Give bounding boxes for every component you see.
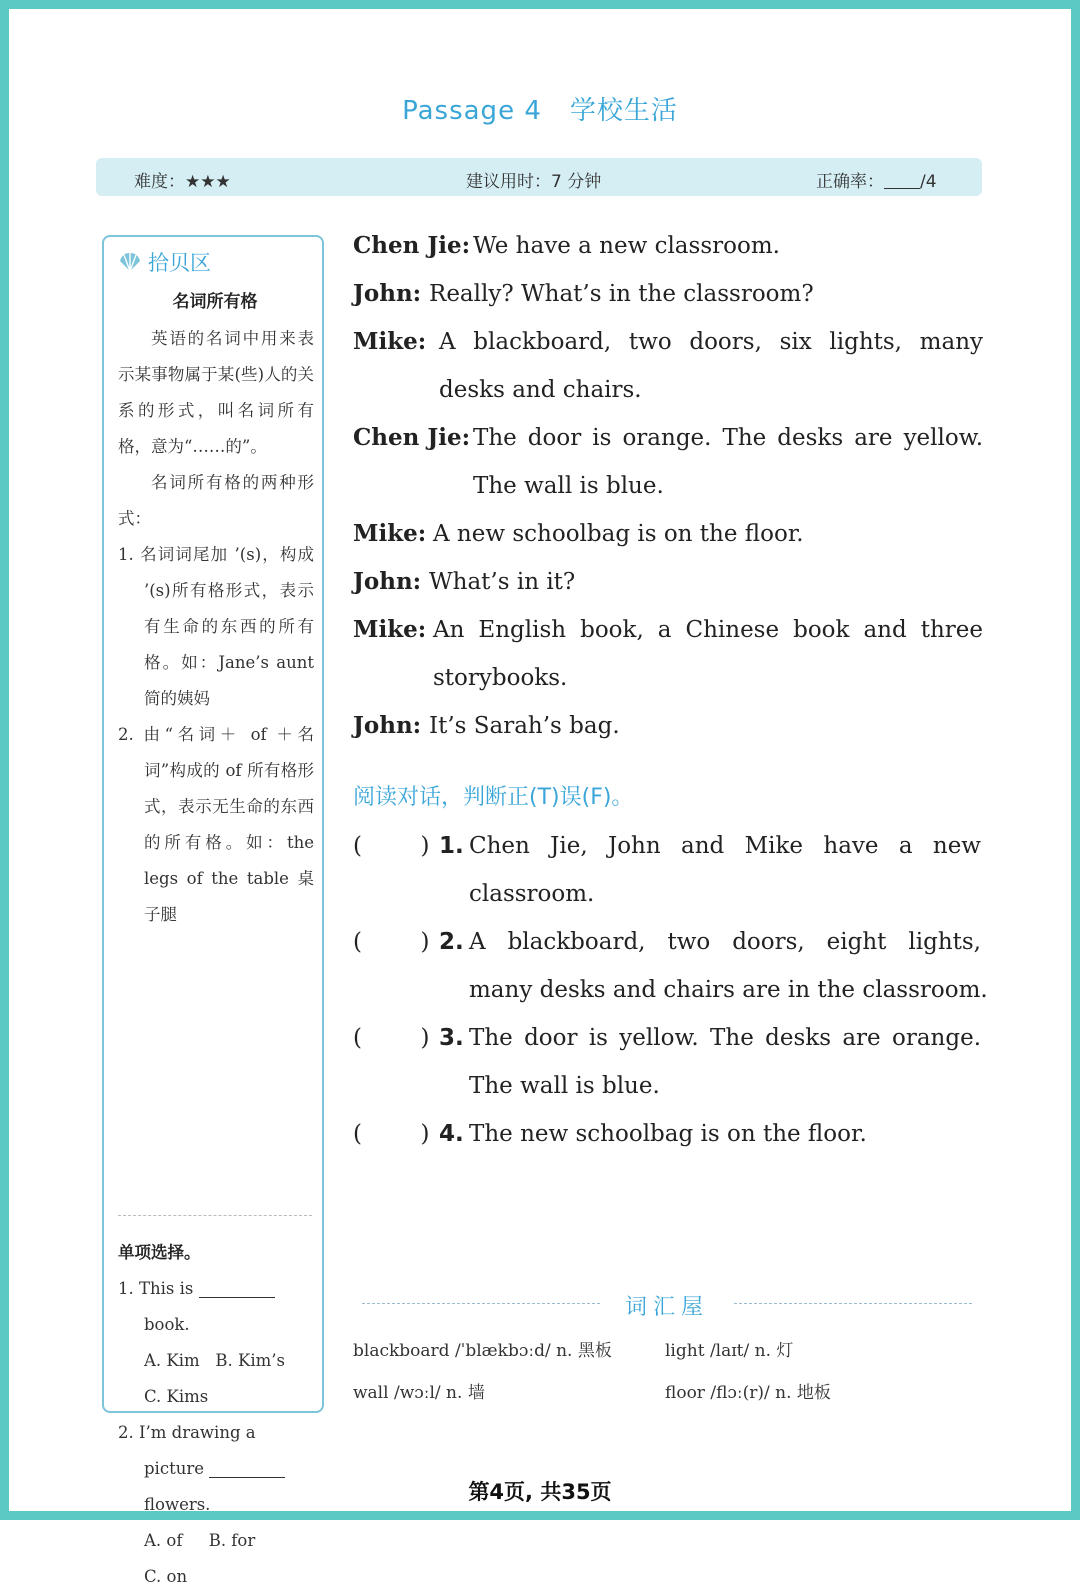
question-number: 4. bbox=[439, 1121, 464, 1147]
utterance: What’s in it? bbox=[429, 569, 576, 595]
vocab-header bbox=[362, 1290, 972, 1320]
quiz-options bbox=[118, 1343, 314, 1379]
sidebar-tips bbox=[102, 235, 324, 1586]
dialogue bbox=[353, 226, 983, 754]
speaker: Mike bbox=[353, 328, 418, 355]
option[interactable]: A. of bbox=[144, 1531, 183, 1550]
dialog-line: Mike: A new schoolbag is on the floor. bbox=[353, 514, 983, 562]
shell-icon bbox=[118, 251, 142, 273]
utterance: We have a new classroom. bbox=[473, 233, 780, 259]
option[interactable]: B. Kim’s bbox=[215, 1351, 285, 1370]
question-row-cont bbox=[353, 1066, 983, 1114]
divider bbox=[734, 1303, 972, 1304]
answer-bracket[interactable]: ( ) bbox=[353, 929, 430, 955]
speaker: John bbox=[353, 712, 413, 739]
utterance: The door is orange. The desks are yellow. bbox=[473, 425, 983, 451]
dialog-line-cont bbox=[353, 466, 983, 514]
sidebar-heading: 拾贝区 bbox=[118, 247, 211, 277]
option[interactable]: C. on bbox=[144, 1567, 188, 1586]
quiz-options bbox=[118, 1523, 314, 1559]
dialog-line: John: It’s Sarah’s bag. bbox=[353, 706, 983, 754]
vocab-entry: wall /wɔːl/ n. 墙 bbox=[353, 1383, 485, 1403]
question-row bbox=[353, 1018, 983, 1066]
question-number: 3. bbox=[439, 1025, 464, 1051]
sidebar-divider bbox=[118, 1215, 312, 1216]
accuracy-blank[interactable] bbox=[884, 172, 920, 189]
page-title bbox=[0, 90, 1080, 127]
difficulty: 难度：★★★ bbox=[134, 172, 231, 192]
question-text: many desks and chairs are in the classroom. bbox=[469, 977, 988, 1003]
question-row-cont bbox=[353, 874, 983, 922]
answer-bracket[interactable]: ( ) bbox=[353, 1121, 430, 1147]
rule-item: 1. 名词词尾加 ’(s)，构成 ’(s)所有格形式，表示有生命的东西的所有格。如：Jane’s aunt 简的姨妈 bbox=[118, 545, 314, 708]
divider bbox=[362, 1303, 600, 1304]
rule-item: 2. 由“名词＋ of ＋名词”构成的 of 所有格形式，表示无生命的东西的所有格。如：the legs of the table 桌子腿 bbox=[118, 725, 314, 924]
answer-bracket[interactable]: ( ) bbox=[353, 1025, 430, 1051]
speaker: Mike bbox=[353, 520, 418, 547]
suggested-time: 建议用时：7 分钟 bbox=[466, 172, 602, 192]
vocab-entry: floor /flɔː(r)/ n. 地板 bbox=[665, 1383, 831, 1403]
accuracy: 正确率： /4 bbox=[816, 172, 937, 192]
question-text: A blackboard, two doors, eight lights, bbox=[469, 929, 981, 955]
option[interactable]: C. Kims bbox=[144, 1387, 209, 1406]
option[interactable]: B. for bbox=[208, 1531, 256, 1550]
quiz-title: 单项选择。 bbox=[118, 1243, 201, 1262]
utterance: A new schoolbag is on the floor. bbox=[433, 521, 804, 547]
vocab-title: 词汇屋 bbox=[624, 1295, 709, 1320]
question-row bbox=[353, 922, 983, 970]
vocab-entry: blackboard /ˈblækbɔːd/ n. 黑板 bbox=[353, 1341, 612, 1361]
dialog-line-cont bbox=[353, 370, 983, 418]
dialog-line: John: What’s in it? bbox=[353, 562, 983, 610]
question-number: 2. bbox=[439, 929, 464, 955]
sidebar-quiz bbox=[118, 1235, 314, 1595]
speaker: Mike bbox=[353, 616, 418, 643]
utterance: Really? What’s in the classroom? bbox=[429, 281, 814, 307]
utterance: A blackboard, two doors, six lights, many bbox=[439, 329, 983, 355]
question-text: The new schoolbag is on the floor. bbox=[469, 1121, 867, 1147]
utterance: desks and chairs. bbox=[439, 377, 642, 403]
speaker: Chen Jie bbox=[353, 232, 462, 259]
question-text: The wall is blue. bbox=[469, 1073, 660, 1099]
sidebar-subtitle: 名词所有格 bbox=[172, 292, 258, 312]
dialog-line: Mike: A blackboard, two doors, six lights, many bbox=[353, 322, 983, 370]
question-number: 1. bbox=[439, 833, 464, 859]
quiz-options bbox=[118, 1379, 314, 1415]
utterance: storybooks. bbox=[433, 665, 568, 691]
vocab-entry: light /laɪt/ n. 灯 bbox=[665, 1341, 794, 1361]
page-number: 第4页, 共35页 bbox=[468, 1480, 612, 1504]
dialog-line-cont bbox=[353, 658, 983, 706]
utterance: It’s Sarah’s bag. bbox=[429, 713, 620, 739]
quiz-item: 2. I’m drawing a picture flowers. bbox=[118, 1415, 314, 1523]
question-row bbox=[353, 1114, 983, 1162]
utterance: The wall is blue. bbox=[473, 473, 664, 499]
speaker: John bbox=[353, 280, 413, 307]
dialog-line: Chen Jie: We have a new classroom. bbox=[353, 226, 983, 274]
info-bar bbox=[96, 158, 982, 196]
sidebar-explanation bbox=[118, 321, 314, 933]
question-row bbox=[353, 826, 983, 874]
dialog-line: Chen Jie: The door is orange. The desks are yellow. bbox=[353, 418, 983, 466]
explanation-paragraph: 英语的名词中用来表示某事物属于某(些)人的关系的形式，叫名词所有格，意为“……的”。 bbox=[118, 329, 314, 456]
answer-blank[interactable] bbox=[199, 1279, 275, 1298]
passage-label: Passage 4 bbox=[402, 96, 542, 126]
speaker: John bbox=[353, 568, 413, 595]
question-row-cont bbox=[353, 970, 988, 1018]
task-instruction: 阅读对话，判断正(T)误(F)。 bbox=[353, 785, 634, 810]
question-text: Chen Jie, John and Mike have a new bbox=[469, 833, 981, 859]
true-false-questions bbox=[353, 826, 988, 1162]
dialog-line: Mike: An English book, a Chinese book and three bbox=[353, 610, 983, 658]
option[interactable]: A. Kim bbox=[144, 1351, 200, 1370]
question-text: classroom. bbox=[469, 881, 595, 907]
topic-label: 学校生活 bbox=[569, 96, 678, 126]
question-text: The door is yellow. The desks are orange. bbox=[469, 1025, 981, 1051]
utterance: An English book, a Chinese book and three bbox=[433, 617, 983, 643]
explanation-paragraph: 名词所有格的两种形式： bbox=[118, 473, 314, 528]
dialog-line: John: Really? What’s in the classroom? bbox=[353, 274, 983, 322]
quiz-item: 1. This is book. bbox=[118, 1271, 314, 1343]
speaker: Chen Jie bbox=[353, 424, 462, 451]
quiz-options bbox=[118, 1559, 314, 1595]
answer-bracket[interactable]: ( ) bbox=[353, 833, 430, 859]
